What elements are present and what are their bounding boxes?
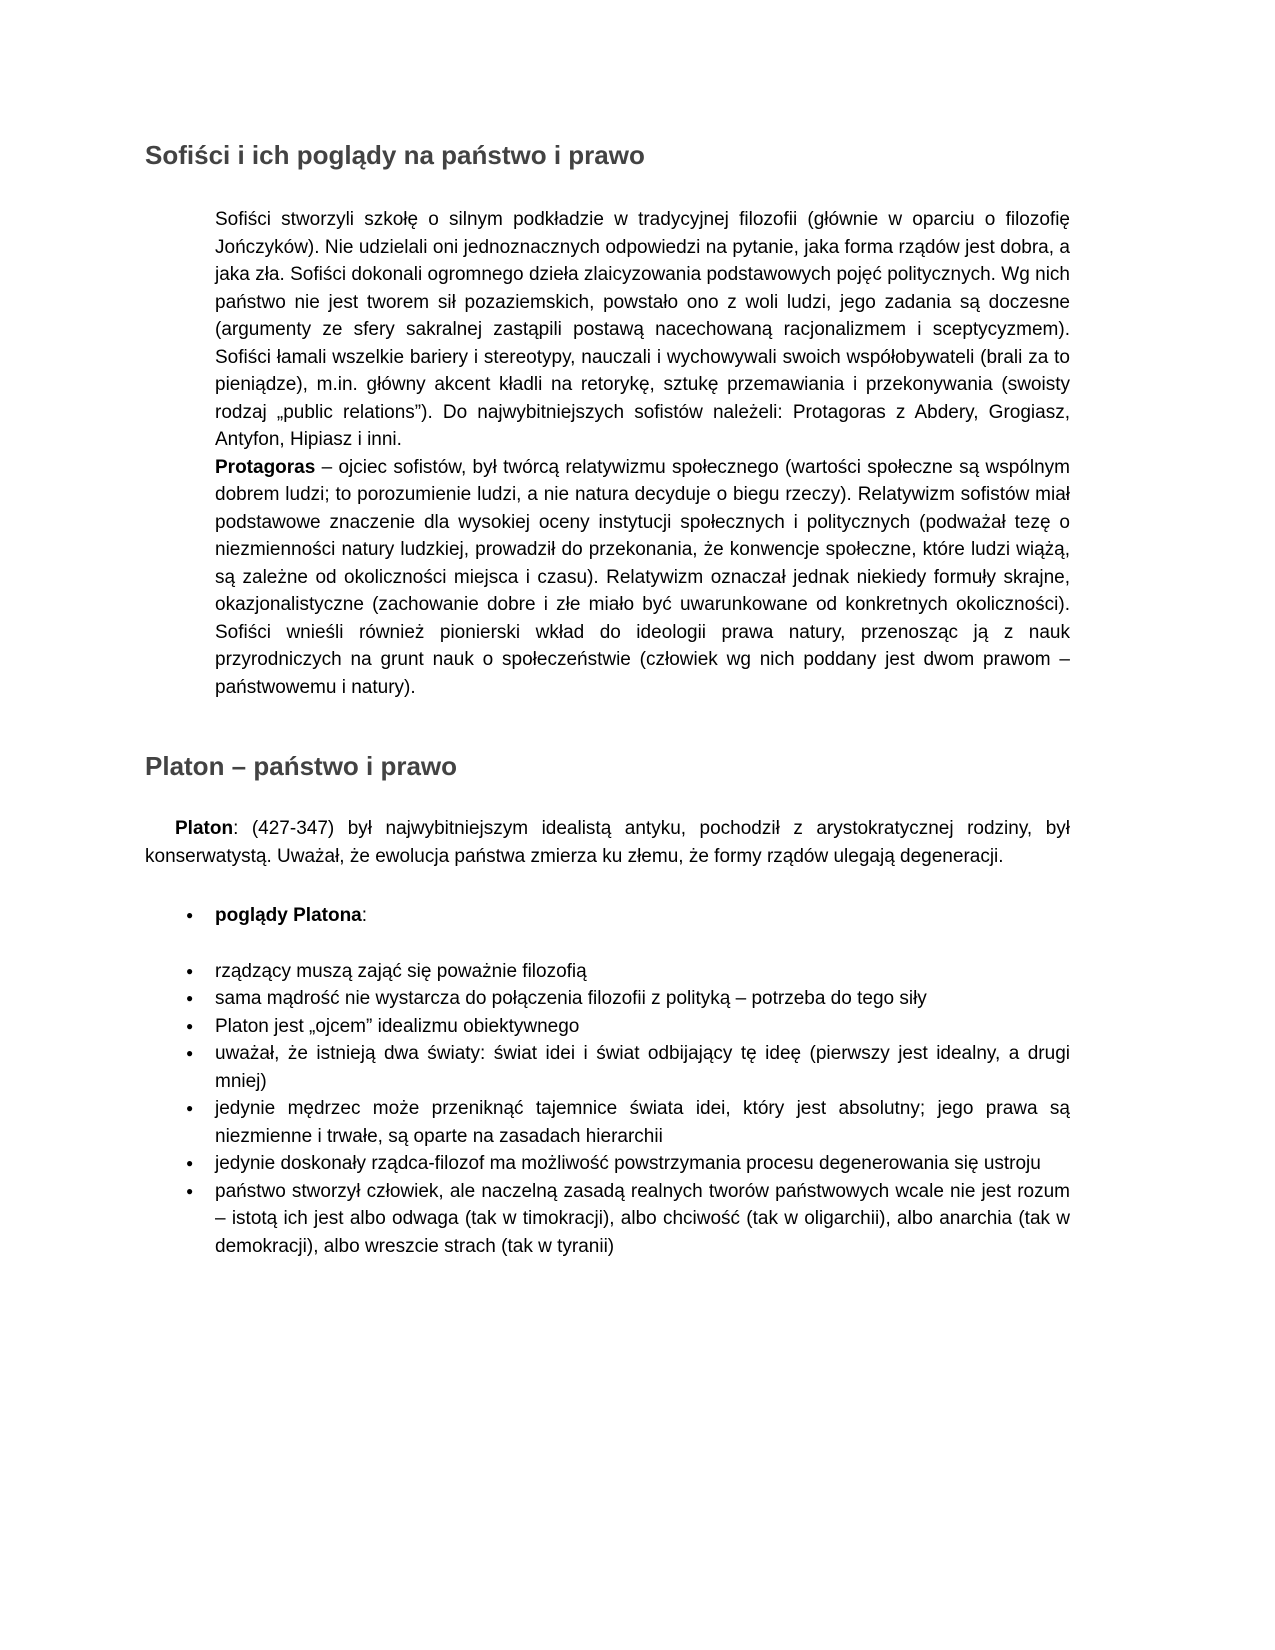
list-item bbox=[145, 958, 1070, 986]
list-item-text: uważał, że istnieją dwa światy: świat idei i świat odbijający tę ideę (pierwszy jest idealny, a drugi mniej) bbox=[215, 1043, 1070, 1092]
paragraph-protagoras-text: – ojciec sofistów, był twórcą relatywizmu społecznego (wartości społeczne są wspólnym dobrem ludzi; to porozumienie ludzi, a nie natura decyduje o biegu rzeczy). Relatywizm sofistów miał podstawowe znaczenie dla wysokiej oceny instytucji społecznych i politycznych (podważał tezę o niezmienności natury ludzkiej, prowadził do przekonania, że konwencje społeczne, które ludzi wiążą, są zależne od okoliczności miejsca i czasu). Relatywizm oznaczał jednak niekiedy formuły skrajne, okazjonalistyczne (zachowanie dobre i złe miało być uwarunkowane od konkretnych okoliczności). Sofiści wnieśli również pionierski wkład do ideologii prawa natury, przenosząc ją z nauk przyrodniczych na grunt nauk o społeczeństwie (człowiek wg nich poddany jest dwom prawom – państwowemu i natury). bbox=[215, 456, 1070, 698]
bullet-icon: ● bbox=[186, 1101, 194, 1115]
section-platon bbox=[145, 751, 1070, 1260]
paragraph-sofisci-text: Sofiści stworzyli szkołę o silnym podkładzie w tradycyjnej filozofii (głównie w oparciu o filozofię Jończyków). Nie udzielali oni jednoznacznych odpowiedzi na pytanie, jaka forma rządów jest dobra, a jaka zła. Sofiści dokonali ogromnego dzieła zlaicyzowania podstawowych pojęć politycznych. Wg nich państwo nie jest tworem sił pozaziemskich, powstało ono z woli ludzi, jego zadania są doczesne (argumenty ze sfery sakralnej zastąpili postawą nacechowaną racjonalizmem i sceptycyzmem). Sofiści łamali wszelkie bariery i stereotypy, nauczali i wychowywali swoich współobywateli (brali za to pieniądze), m.in. główny akcent kładli na retorykę, sztukę przemawiania i przekonywania (swoisty rodzaj „public relations”). Do najwybitniejszych sofistów należeli: Protagoras z Abdery, Grogiasz, Antyfon, Hipiasz i inni. bbox=[215, 209, 1070, 450]
sofisci-body-block bbox=[215, 206, 1070, 701]
list-item bbox=[145, 1040, 1070, 1095]
list-item bbox=[145, 1150, 1070, 1178]
bullet-icon: ● bbox=[186, 963, 194, 978]
list-item-text: sama mądrość nie wystarcza do połączenia filozofii z polityką – potrzeba do tego siły bbox=[215, 988, 927, 1009]
bullet-icon: ● bbox=[186, 908, 194, 922]
platon-lead: Platon bbox=[175, 818, 234, 839]
paragraph-platon-intro-text: : (427-347) był najwybitniejszym idealistą antyku, pochodził z arystokratycznej rodziny, był konserwatystą. Uważał, że ewolucja państwa zmierza ku złemu, że formy rządów ulegają degeneracji. bbox=[145, 818, 1070, 867]
heading-platon: Platon – państwo i prawo bbox=[145, 751, 458, 781]
list-item-text: Platon jest „ojcem” idealizmu obiektywnego bbox=[215, 1015, 580, 1037]
list-item-text: rządzący muszą zająć się poważnie filozofią bbox=[215, 960, 587, 982]
bullet-icon: ● bbox=[186, 1156, 194, 1170]
list-item-text: jedynie doskonały rządca-filozof ma możliwość powstrzymania procesu degenerowania się ustroju bbox=[215, 1153, 1041, 1174]
list-item bbox=[145, 1178, 1070, 1261]
list-header-suffix: : bbox=[361, 905, 368, 926]
bullet-icon: ● bbox=[186, 1183, 194, 1198]
list-header-lead: poglądy Platona bbox=[215, 905, 362, 926]
bullet-icon: ● bbox=[186, 991, 194, 1005]
protagoras-lead: Protagoras bbox=[215, 456, 316, 478]
heading-sofisci: Sofiści i ich poglądy na państwo i prawo bbox=[145, 140, 645, 170]
bullet-icon: ● bbox=[186, 1046, 194, 1060]
list-item bbox=[145, 1013, 1070, 1041]
paragraph-platon-intro bbox=[145, 815, 1070, 870]
list-header-poglady bbox=[145, 902, 1070, 930]
bullet-icon: ● bbox=[186, 1018, 194, 1033]
list-item bbox=[145, 985, 1070, 1013]
list-item-text: jedynie mędrzec może przeniknąć tajemnice świata idei, który jest absolutny; jego prawa są niezmienne i trwałe, są oparte na zasadach hierarchii bbox=[215, 1098, 1070, 1147]
list-item bbox=[145, 1095, 1070, 1150]
platon-views-list bbox=[145, 902, 1070, 1260]
section-sofisci bbox=[145, 140, 1070, 701]
paragraph-protagoras bbox=[215, 454, 1070, 702]
list-item-text: państwo stworzył człowiek, ale naczelną zasadą realnych tworów państwowych wcale nie jest rozum – istotą ich jest albo odwaga (tak w timokracji), albo chciwość (tak w oligarchii), albo anarchia (tak w demokracji), albo wreszcie strach (tak w tyranii) bbox=[215, 1180, 1070, 1257]
paragraph-sofisci bbox=[215, 206, 1070, 454]
